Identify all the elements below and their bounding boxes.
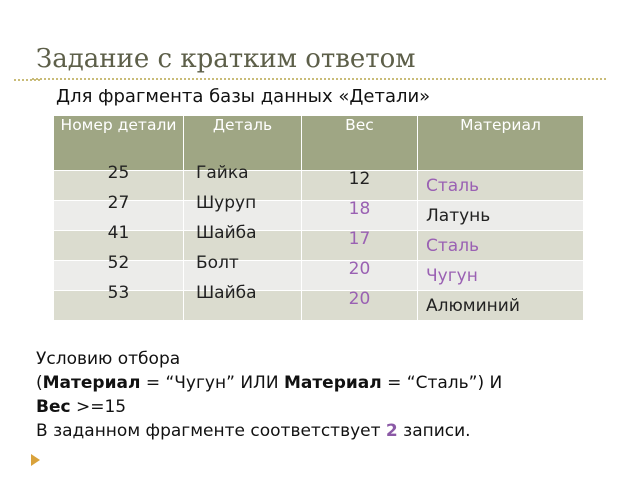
header-weight: Вес <box>302 116 418 171</box>
field-material-2: Материал <box>283 373 382 393</box>
header-part: Деталь <box>184 116 302 171</box>
expr-3: >=15 <box>70 397 127 417</box>
answer-line <box>36 419 502 443</box>
cell-weight: 20 <box>348 289 371 309</box>
slide-title: Задание с кратким ответом <box>36 44 416 74</box>
cell-part: Шуруп <box>196 193 257 213</box>
cell-material: Алюминий <box>426 296 520 316</box>
condition-line-3 <box>36 395 502 419</box>
title-rule <box>32 78 606 80</box>
task-subtitle: Для фрагмента базы данных «Детали» <box>56 86 431 107</box>
header-material: Материал <box>418 116 584 171</box>
header-part-number: Номер детали <box>54 116 184 171</box>
expr-2: = “Сталь”) И <box>381 373 503 393</box>
cell-material: Латунь <box>426 206 491 226</box>
cell-material: Чугун <box>426 266 478 286</box>
cell-weight: 20 <box>348 259 371 279</box>
paren-open: ( <box>36 373 43 393</box>
expr-1: = “Чугун” ИЛИ <box>140 373 284 393</box>
answer-prefix: В заданном фрагменте соответствует <box>36 421 386 441</box>
table-row <box>54 291 584 321</box>
arrow-bullet-icon <box>31 454 40 466</box>
cell-material: Сталь <box>426 176 480 196</box>
cell-part: Болт <box>196 253 239 273</box>
condition-line-1: Условию отбора <box>36 349 181 369</box>
cell-part: Шайба <box>196 283 257 303</box>
cell-num: 53 <box>107 283 130 303</box>
cell-weight: 18 <box>348 199 371 219</box>
cell-material: Сталь <box>426 236 480 256</box>
parts-table <box>53 115 584 321</box>
answer-suffix: записи. <box>397 421 471 441</box>
field-weight: Вес <box>36 397 71 417</box>
field-material-1: Материал <box>42 373 141 393</box>
cell-num: 27 <box>107 193 130 213</box>
cell-num: 25 <box>107 163 130 183</box>
condition-line-2 <box>36 371 502 395</box>
cell-part: Гайка <box>196 163 249 183</box>
cell-weight: 12 <box>348 169 371 189</box>
cell-num: 41 <box>107 223 130 243</box>
cell-part: Шайба <box>196 223 257 243</box>
cell-num: 52 <box>107 253 130 273</box>
answer-count: 2 <box>385 421 398 441</box>
condition-text <box>36 347 502 443</box>
cell-weight: 17 <box>348 229 371 249</box>
